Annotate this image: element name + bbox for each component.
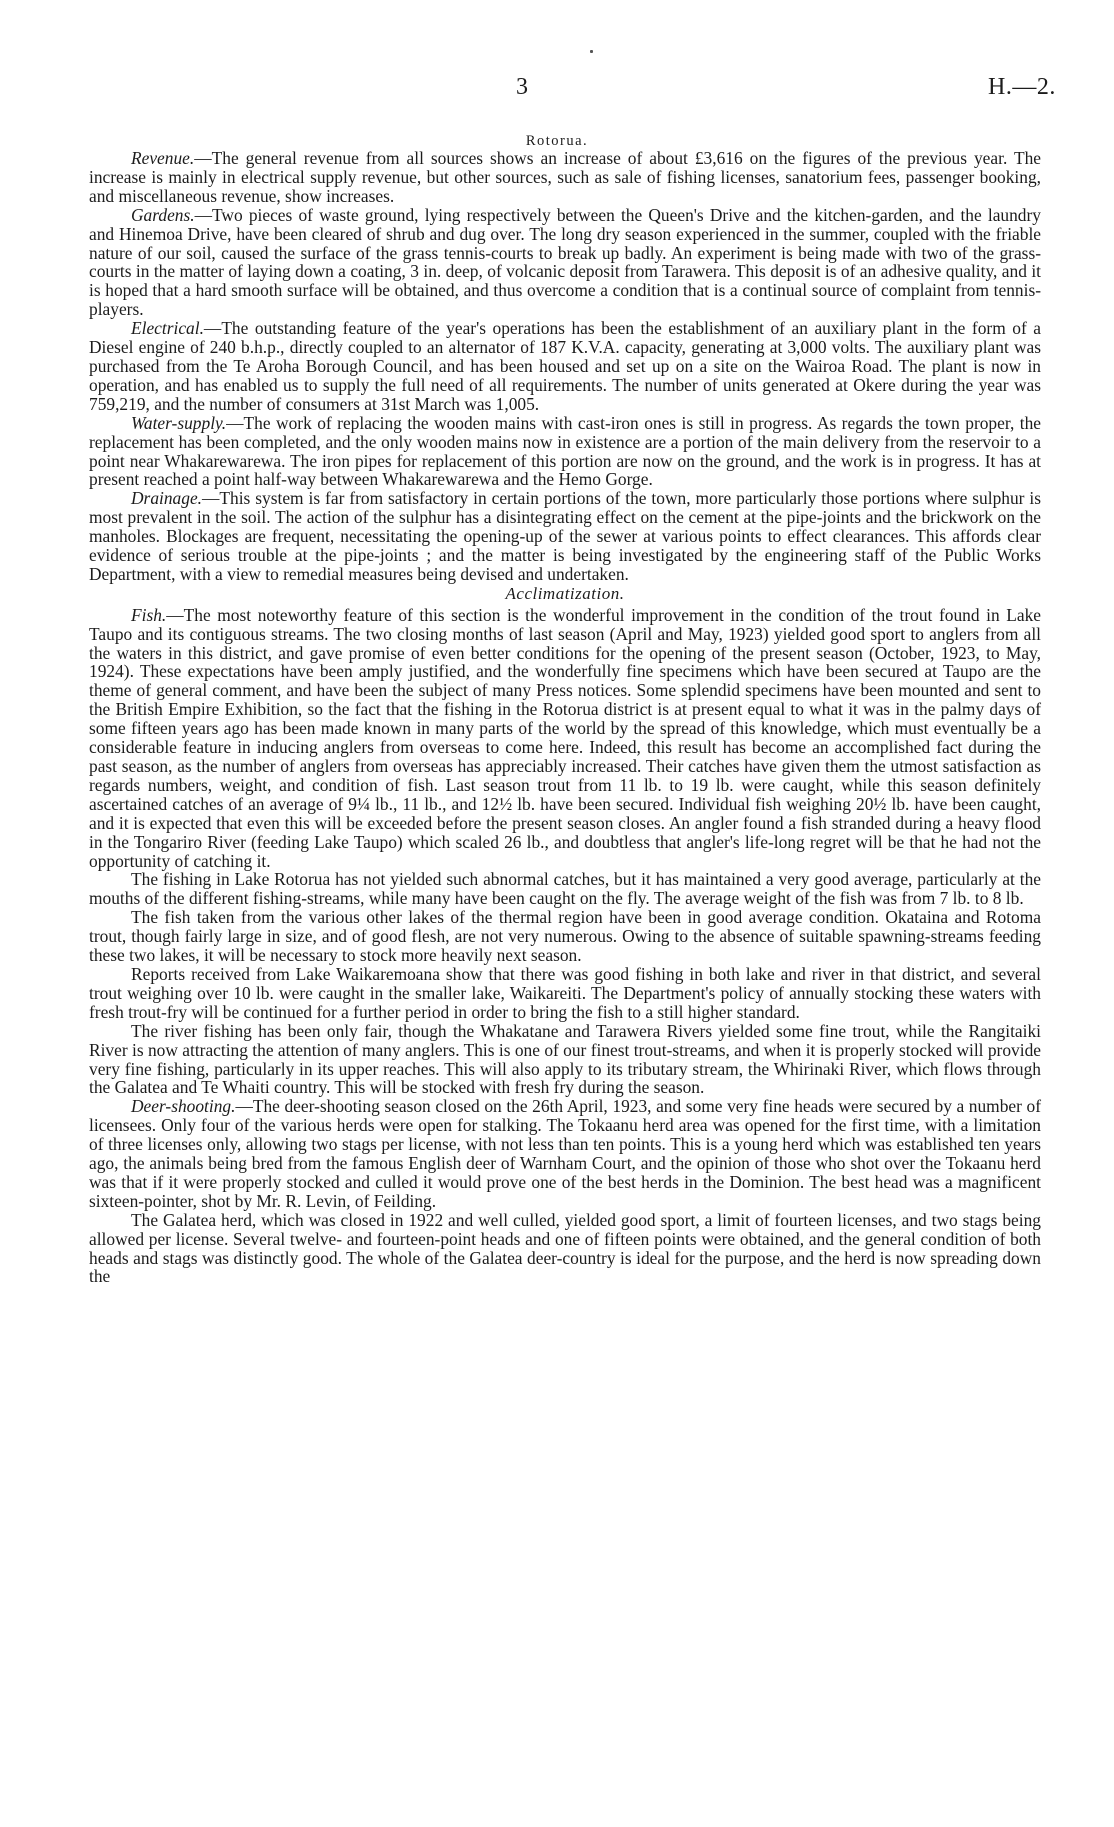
paragraph-lake-rotorua: The fishing in Lake Rotorua has not yielded such abnormal catches, but it has maintained a very good average, particularly at the mouths of the different fishing-streams, while many have been caught on the fly. The average weight of the fish was from 7 lb. to 8 lb.	[89, 869, 1041, 909]
section-heading: Rotorua.	[525, 133, 589, 149]
paragraph-title: Water-supply.	[131, 412, 227, 433]
paragraph-text: —The deer-shooting season closed on the 26th April, 1923, and some very fine heads were secured by a number of licensees. Only four of the various herds were open for stalking. The Tokaanu herd area was opened for the first time, with a limitation of three licenses only, allowing two stags per license, with not less than ten points. This is a young herd which was established ten years ago, the animals being bred from the famous English deer of Warnham Court, and the opinion of those who shot over the Tokaanu herd was that if it were properly stocked and culled it would prove one of the best herds in the Dominion. The best head was a magnificent sixteen-pointer, shot by Mr. R. Levin, of Feilding.	[89, 1096, 1041, 1211]
paragraph-title: Fish.	[131, 604, 167, 625]
paragraph-title: Gardens.	[131, 204, 195, 225]
paragraph-title: Revenue.	[131, 148, 195, 168]
paragraph-electrical	[89, 319, 1041, 414]
paragraph-revenue	[89, 149, 1041, 206]
scan-speck	[590, 50, 593, 53]
paragraph-text: —The most noteworthy feature of this section is the wonderful improvement in the condition of the trout found in Lake Taupo and its contiguous streams. The two closing months of last season (April and May, 1923) yielded good sport to anglers from all the waters in this district, and gave promise of even better conditions for the opening of the present season (October, 1923, to May, 1924). These expectations have been amply justified, and the wonderfully fine specimens which have been secured at Taupo are the theme of general comment, and have been the subject of many Press notices. Some splendid specimens have been mounted and sent to the British Empire Exhibition, so the fact that the fishing in the Rotorua district is at present equal to what it was in the palmy days of some fifteen years ago has been made known in many parts of the world by the spread of this knowledge, which must eventually be a considerable feature in inducing anglers from overseas to come here. Indeed, this result has become an accomplished fact during the past season, as the number of anglers from overseas has appreciably increased. Their catches have given them the utmost satisfaction as regards numbers, weight, and condition of fish. Last season trout from 11 lb. to 19 lb. were caught, while this season definitely ascertained catches of an average of 9¼ lb., 11 lb., and 12½ lb. have been secured. Individual fish weighing 20½ lb. have been caught, and it is expected that even this will be exceeded before the present season closes. An angler found a fish stranded during a heavy flood in the Tongariro River (feeding Lake Taupo) which scaled 26 lb., and doubtless that angler's life-long regret will be that he had not the opportunity of catching it.	[89, 604, 1041, 871]
paragraph-thermal-lakes: The fish taken from the various other lakes of the thermal region have been in good average condition. Okataina and Rotoma trout, though fairly large in size, and of good flesh, are not very numerous. Owing to the absence of suitable spawning-streams feeding these two lakes, it will be necessary to stock more heavily next season.	[89, 907, 1041, 966]
paragraph-text: —Two pieces of waste ground, lying respectively between the Queen's Drive and the kitchen-garden, and the laundry and Hinemoa Drive, have been cleared of shrub and dug over. The long dry season experienced in the summer, coupled with the friable nature of our soil, caused the surface of the grass tennis-courts to break up badly. An experiment is being made with two of the grass-courts in the matter of laying down a coating, 3 in. deep, of volcanic deposit from Tarawera. This deposit is of an adhesive quality, and it is hoped that a hard smooth surface will be obtained, and thus overcome a condition that is a continual source of complaint from tennis-players.	[89, 204, 1041, 320]
page-number: 3	[516, 74, 528, 100]
paragraph-text: —The general revenue from all sources shows an increase of about £3,616 on the figures of the previous year. The increase is mainly in electrical supply revenue, but other sources, such as sale of fishing licenses, sanatorium fees, passenger booking, and miscellaneous revenue, show increases.	[89, 148, 1041, 206]
document-reference: H.—2.	[988, 74, 1056, 100]
paragraph-text: —The work of replacing the wooden mains with cast-iron ones is still in progress. As regards the town proper, the replacement has been completed, and the only wooden mains now in existence are a portion of the main delivery from the reservoir to a point near Whakarewarewa. The iron pipes for replacement of this portion are now on the ground, and the work is in progress. It has at present reached a point half-way between Whakarewarewa and the Hemo Gorge.	[89, 412, 1041, 490]
paragraph-text: —This system is far from satisfactory in certain portions of the town, more particularly those portions where sulphur is most prevalent in the soil. The action of the sulphur has a disintegrating effect on the cement at the pipe-joints and the brickwork on the manholes. Blockages are frequent, necessitating the opening-up of the sewer at various points to effect clearances. This affords clear evidence of serious trouble at the pipe-joints ; and the matter is being investigated by the engineering staff of the Public Works Department, with a view to remedial measures being devised and undertaken.	[89, 488, 1041, 584]
paragraph-fish	[89, 606, 1041, 871]
paragraph-water-supply	[89, 414, 1041, 490]
body-text	[89, 149, 1041, 1286]
paragraph-drainage	[89, 489, 1041, 584]
paragraph-gardens	[89, 206, 1041, 319]
paragraph-waikaremoana: Reports received from Lake Waikaremoana show that there was good fishing in both lake and river in that district, and several trout weighing over 10 lb. were caught in the smaller lake, Waikareiti. The Department's policy of annually stocking these waters with fresh trout-fry will be continued for a further period in order to bring the fish to a still higher standard.	[89, 963, 1041, 1022]
paragraph-text: —The outstanding feature of the year's operations has been the establishment of an auxiliary plant in the form of a Diesel engine of 240 b.h.p., directly coupled to an alternator of 187 K.V.A. capacity, generating at 3,000 volts. The auxiliary plant was purchased from the Te Aroha Borough Council, and has been housed and set up on a site on the Wairoa Road. The plant is now in operation, and has enabled us to supply the full need of all requirements. The number of units generated at Okere during the year was 759,219, and the number of consumers at 31st March was 1,005.	[89, 318, 1041, 414]
paragraph-title: Electrical.	[131, 318, 204, 339]
paragraph-title: Drainage.	[131, 488, 203, 509]
paragraph-title: Deer-shooting.	[131, 1096, 236, 1117]
paragraph-galatea-herd: The Galatea herd, which was closed in 1922 and well culled, yielded good sport, a limit of fourteen licenses, and two stags being allowed per license. Several twelve- and fourteen-point heads and one of fifteen points were obtained, and the general condition of both heads and stags was distinctly good. The whole of the Galatea deer-country is ideal for the purpose, and the herd is now spreading down the	[89, 1209, 1041, 1287]
acclimatization-heading: Acclimatization.	[505, 583, 625, 603]
paragraph-deer-shooting	[89, 1097, 1041, 1210]
paragraph-river-fishing: The river fishing has been only fair, though the Whakatane and Tarawera Rivers yielded some fine trout, while the Rangitaiki River is now attracting the attention of many anglers. This is one of our finest trout-streams, and when it is properly stocked will provide very fine fishing, particularly in its upper reaches. This will also apply to its tributary stream, the Whirinaki River, which flows through the Galatea and Te Whaiti country. This will be stocked with fresh fry during the season.	[89, 1020, 1041, 1098]
